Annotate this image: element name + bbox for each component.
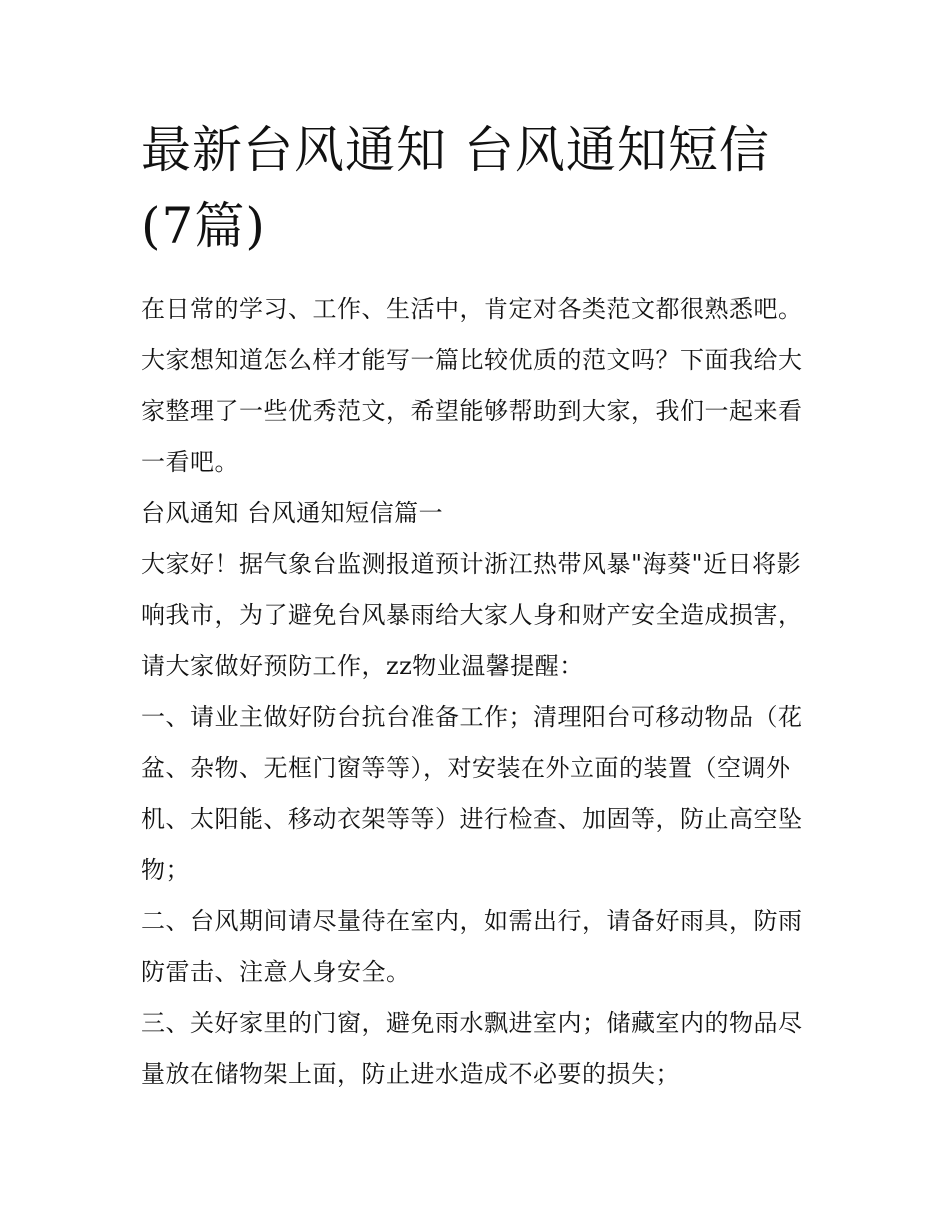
item-one-paragraph: 一、请业主做好防台抗台准备工作；清理阳台可移动物品（花盆、杂物、无框门窗等等），对安装在外立面的装置（空调外机、太阳能、移动衣架等等）进行检查、加固等，防止高空坠物； (141, 703, 803, 884)
greeting-paragraph: 大家好！据气象台监测报道预计浙江热带风暴"海葵"近日将影响我市，为了避免台风暴雨给大家人身和财产安全造成损害，请大家做好预防工作，zz物业温馨提醒： (141, 550, 803, 680)
document-page (141, 112, 813, 1100)
intro-paragraph: 在日常的学习、工作、生活中，肯定对各类范文都很熟悉吧。大家想知道怎么样才能写一篇比较优质的范文吗？下面我给大家整理了一些优秀范文，希望能够帮助到大家，我们一起来看一看吧。 (141, 295, 803, 476)
document-title: 最新台风通知 台风通知短信(7篇) (141, 121, 770, 255)
section-heading: 台风通知 台风通知短信篇一 (141, 499, 444, 527)
item-three-paragraph: 三、关好家里的门窗，避免雨水飘进室内；储藏室内的物品尽量放在储物架上面，防止进水造成不必要的损失； (141, 1009, 803, 1088)
item-two-paragraph: 二、台风期间请尽量待在室内，如需出行，请备好雨具，防雨防雷击、注意人身安全。 (141, 907, 803, 986)
